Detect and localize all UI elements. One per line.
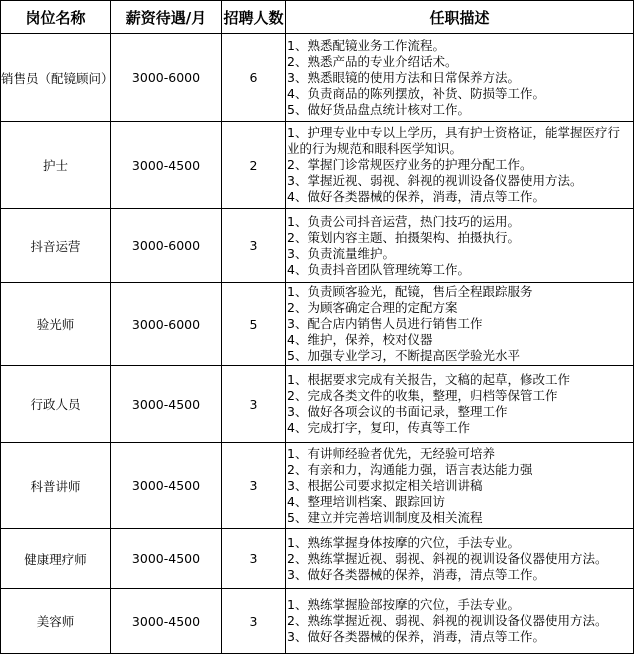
duty-item: 3、配合店内销售人员进行销售工作	[287, 316, 483, 331]
duty-item: 5、加强专业学习，不断提高医学验光水平	[287, 348, 520, 363]
table-row	[1, 209, 634, 283]
duty-item: 2、熟练掌握近视、弱视、斜视的视训设备仪器使用方法。	[287, 613, 608, 628]
table-row	[1, 366, 634, 443]
duty-item: 1、负责顾客验光，配镜，售后全程跟踪服务	[287, 284, 533, 299]
header-count: 招聘人数	[222, 1, 286, 34]
position-cell: 抖音运营	[1, 209, 111, 283]
count-cell: 3	[222, 443, 286, 529]
description-cell	[286, 283, 634, 366]
duty-item: 2、策划内容主题、拍摄架构、拍摄执行。	[287, 229, 520, 245]
duty-item: 4、完成打字，复印，传真等工作	[287, 420, 470, 435]
header-salary: 薪资待遇/月	[111, 1, 222, 34]
duty-item: 4、负责商品的陈列摆放，补货、防损等工作。	[287, 85, 545, 101]
description-cell	[286, 34, 634, 122]
position-cell: 科普讲师	[1, 443, 111, 529]
table-row	[1, 283, 634, 366]
duty-item: 4、负责抖音团队管理统筹工作。	[287, 261, 470, 277]
duty-item: 3、负责流量维护。	[287, 245, 395, 261]
duty-item: 1、护理专业中专以上学历，具有护士资格证，能掌握医疗行业的行为规范和眼科医学知识。	[287, 125, 620, 156]
count-cell: 5	[222, 283, 286, 366]
table-row	[1, 34, 634, 122]
position-cell: 护士	[1, 122, 111, 209]
duty-item: 2、为顾客确定合理的定配方案	[287, 300, 458, 315]
description-cell	[286, 366, 634, 443]
duty-item: 1、熟练掌握身体按摩的穴位，手法专业。	[287, 534, 520, 550]
duty-item: 4、做好各类器械的保养，消毒，清点等工作。	[287, 189, 545, 204]
table-row	[1, 589, 634, 654]
duty-item: 4、整理培训档案、跟踪回访	[287, 493, 445, 509]
position-cell: 验光师	[1, 283, 111, 366]
duty-item: 1、熟练掌握脸部按摩的穴位，手法专业。	[287, 597, 520, 612]
count-cell: 3	[222, 529, 286, 589]
duty-item: 3、掌握近视、弱视、斜视的视训设备仪器使用方法。	[287, 173, 583, 188]
duty-item: 3、做好各类器械的保养，消毒，清点等工作。	[287, 566, 545, 582]
position-cell: 美容师	[1, 589, 111, 654]
header-description: 任职描述	[286, 1, 634, 34]
duty-item: 1、熟悉配镜业务工作流程。	[287, 37, 445, 53]
table-row	[1, 122, 634, 209]
duty-item: 2、熟练掌握近视、弱视、斜视的视训设备仪器使用方法。	[287, 550, 608, 566]
duty-item: 2、有亲和力，沟通能力强，语言表达能力强	[287, 461, 533, 477]
count-cell: 6	[222, 34, 286, 122]
salary-cell: 3000-6000	[111, 209, 222, 283]
count-cell: 3	[222, 366, 286, 443]
description-cell	[286, 443, 634, 529]
duty-item: 3、做好各类器械的保养，消毒，清点等工作。	[287, 629, 545, 644]
header-position: 岗位名称	[1, 1, 111, 34]
position-cell: 行政人员	[1, 366, 111, 443]
header-row	[1, 1, 634, 34]
salary-cell: 3000-4500	[111, 529, 222, 589]
duty-item: 3、熟悉眼镜的使用方法和日常保养方法。	[287, 69, 520, 85]
description-cell	[286, 589, 634, 654]
salary-cell: 3000-4500	[111, 366, 222, 443]
count-cell: 2	[222, 122, 286, 209]
salary-cell: 3000-4500	[111, 443, 222, 529]
description-cell	[286, 209, 634, 283]
description-cell	[286, 122, 634, 209]
duty-item: 1、有讲师经验者优先，无经验可培养	[287, 445, 495, 461]
duty-item: 5、做好货品盘点统计核对工作。	[287, 101, 470, 117]
count-cell: 3	[222, 209, 286, 283]
salary-cell: 3000-6000	[111, 34, 222, 122]
duty-item: 3、做好各项会议的书面记录，整理工作	[287, 404, 508, 419]
duty-item: 5、建立并完善培训制度及相关流程	[287, 509, 483, 525]
table-row	[1, 529, 634, 589]
duty-item: 1、根据要求完成有关报告，文稿的起草，修改工作	[287, 372, 570, 387]
count-cell: 3	[222, 589, 286, 654]
salary-cell: 3000-4500	[111, 122, 222, 209]
duty-item: 2、熟悉产品的专业介绍话术。	[287, 53, 458, 69]
position-cell: 健康理疗师	[1, 529, 111, 589]
position-cell: 销售员（配镜顾问）	[1, 34, 111, 122]
duty-item: 4、维护，保养，校对仪器	[287, 332, 433, 347]
description-cell	[286, 529, 634, 589]
salary-cell: 3000-4500	[111, 589, 222, 654]
table-row	[1, 443, 634, 529]
duty-item: 1、负责公司抖音运营，热门技巧的运用。	[287, 213, 520, 229]
duty-item: 2、完成各类文件的收集，整理，归档等保管工作	[287, 388, 558, 403]
duty-item: 2、掌握门诊常规医疗业务的护理分配工作。	[287, 157, 533, 172]
salary-cell: 3000-6000	[111, 283, 222, 366]
duty-item: 3、根据公司要求拟定相关培训讲稿	[287, 477, 483, 493]
